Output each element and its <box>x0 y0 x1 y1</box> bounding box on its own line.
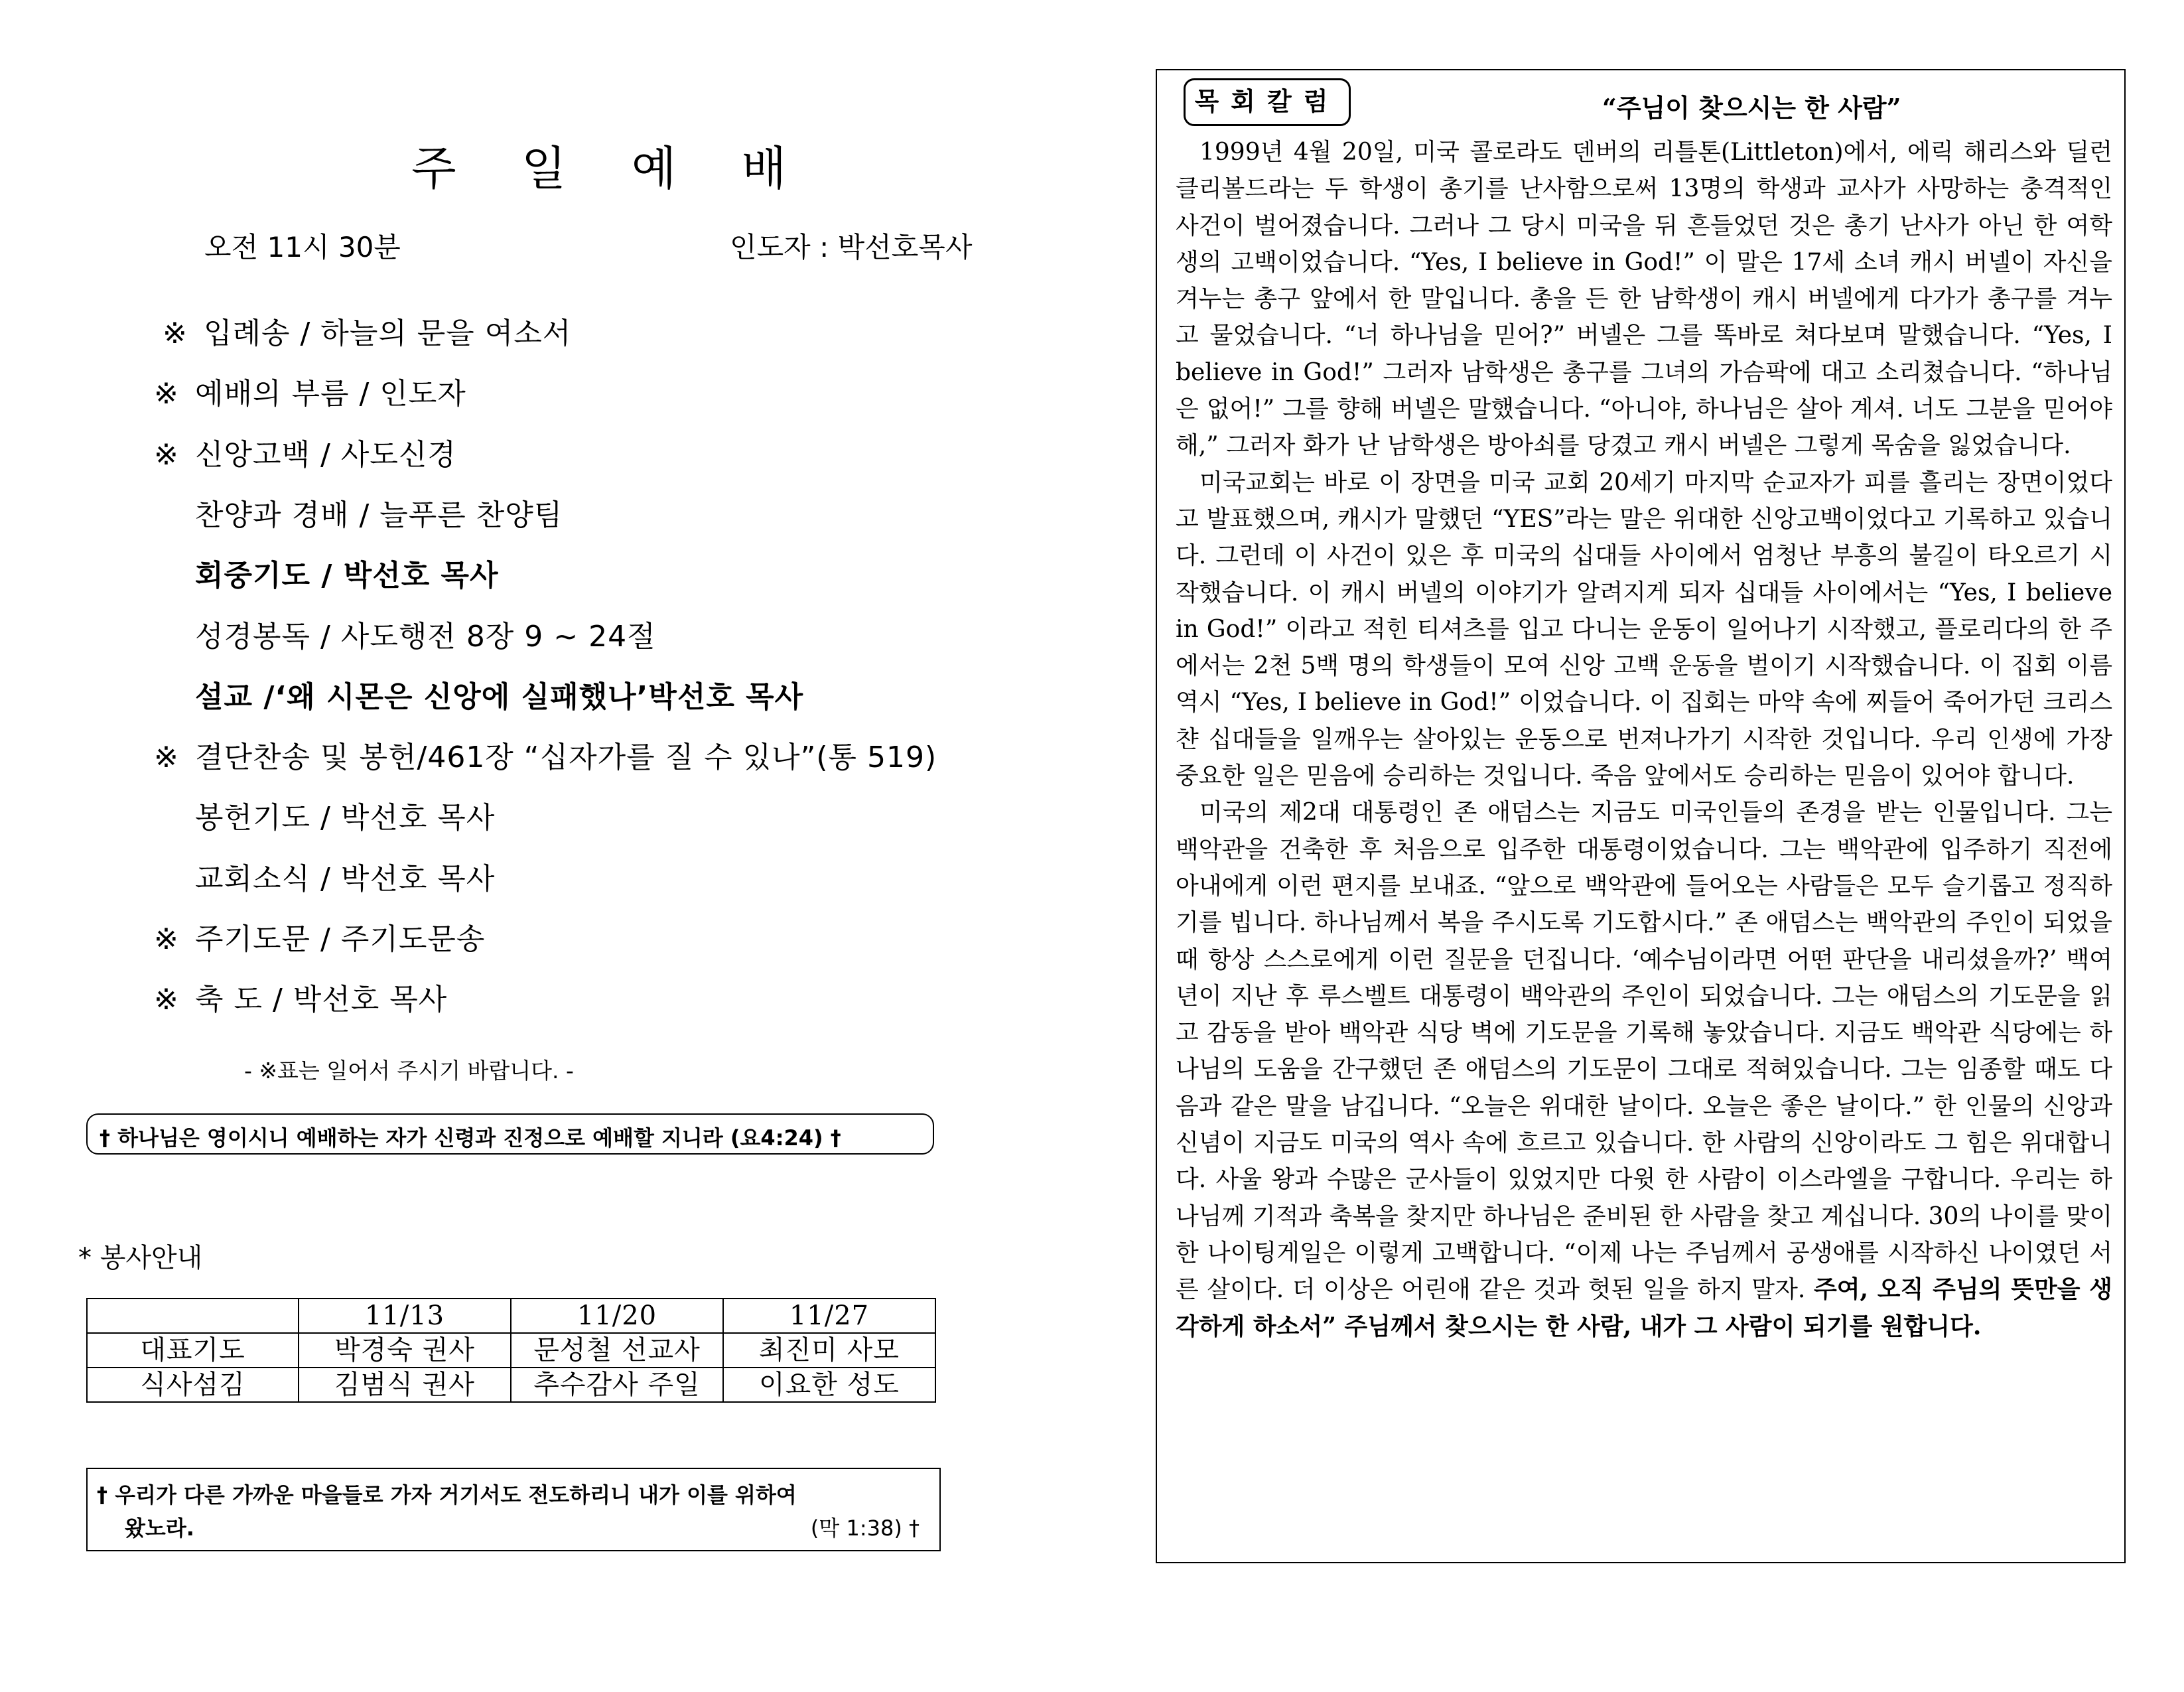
worship-order-item <box>154 975 447 1018</box>
stand-note: - ※표는 일어서 주시기 바랍니다. - <box>244 1058 574 1084</box>
service-heading: * 봉사안내 <box>78 1243 203 1273</box>
worship-order-item <box>163 309 571 352</box>
column-paragraph: 미국교회는 바로 이 장면을 미국 교회 20세기 마지막 순교자가 피를 흘리는 장면이었다고 발표했으며, 캐시가 말했던 “YES”라는 말은 위대한 신앙고백이었다고 기록하고 있습니다. 그런데 이 사건이 있은 후 미국의 십대들 사이에서 엄청난 부흥의 불길이 타오르기 시작했습니다. 이 캐시 버넬의 이야기가 알려지게 되자 십대들 사이에서는 “Yes, I believe in God!” 이라고 적힌 티셔츠를 입고 다니는 운동이 일어나기 시작했고, 플로리다의 한 주에서는 2천 5백 명의 학생들이 모여 신앙 고백 운동을 벌이기 시작했습니다. 이 집회 이름 역시 “Yes, I believe in God!” 이었습니다. 이 집회는 마약 속에 찌들어 죽어가던 크리스챤 십대들을 일깨우는 살아있는 운동으로 번져나가기 시작한 것입니다. 우리 인생에 가장 중요한 일은 믿음에 승리하는 것입니다. 죽음 앞에서도 승리하는 믿음이 있어야 합니다. <box>1176 468 2112 790</box>
worship-order-item <box>154 855 495 897</box>
scripture-line-2: 왔노라. <box>125 1516 194 1541</box>
column-paragraph: 1999년 4월 20일, 미국 콜로라도 덴버의 리틀톤(Littleton)에서, 에릭 해리스와 딜런 클리볼드라는 두 학생이 총기를 난사함으로써 13명의 학생과 교사가 사망하는 충격적인 사건이 벌어졌습니다. 그러나 그 당시 미국을 뒤 흔들었던 것은 총기 난사가 아닌 한 여학생의 고백이었습니다. “Yes, I believe in God!” 이 말은 17세 소녀 캐시 버넬이 자신을 겨누는 총구 앞에서 한 말입니다. 총을 든 한 남학생이 캐시 버넬에게 다가가 총구를 겨누고 물었습니다. “너 하나님을 믿어?” 버넬은 그를 똑바로 쳐다보며 말했습니다. “Yes, I believe in God!” 그러자 남학생은 총구를 그녀의 가슴팍에 대고 소리쳤습니다. “하나님은 없어!” 그를 향해 버넬은 말했습니다. “아니야, 하나님은 살아 계셔. 너도 그분을 믿어야 해,” 그러자 화가 난 남학생은 방아쇠를 당겼고 캐시 버넬은 그렇게 목숨을 잃었습니다. <box>1176 139 2112 460</box>
worship-order-text: 예배의 부름 / 인도자 <box>195 377 466 411</box>
scripture-box-bottom <box>86 1468 941 1551</box>
table-header-row <box>87 1299 935 1333</box>
worship-order-item <box>154 733 937 776</box>
worship-order-text: 신앙고백 / 사도신경 <box>195 437 456 472</box>
column-closing: 주여, 오직 주님의 뜻만을 생각하게 하소서” 주님께서 찾으시는 한 사람, 내가 그 사람이 되기를 원합니다. <box>1176 1275 2113 1340</box>
worship-order-text: 찬양과 경배 / 늘푸른 찬양팀 <box>195 498 563 532</box>
column-paragraph <box>1176 794 2112 1344</box>
table-role-cell: 식사섬김 <box>87 1368 299 1402</box>
column-body <box>1176 134 2112 1345</box>
table-cell: 박경숙 권사 <box>299 1333 511 1368</box>
scripture-box-top <box>86 1113 934 1155</box>
worship-order-item <box>154 491 563 533</box>
worship-order-item <box>154 551 499 594</box>
worship-order-item <box>154 431 456 473</box>
standing-mark: ※ <box>154 922 179 956</box>
table-corner-cell <box>87 1299 299 1333</box>
table-role-cell: 대표기도 <box>87 1333 299 1368</box>
standing-mark: ※ <box>154 377 179 411</box>
table-cell: 문성철 선교사 <box>511 1333 723 1368</box>
worship-order-text: 교회소식 / 박선호 목사 <box>195 861 496 896</box>
standing-mark: ※ <box>163 317 188 350</box>
worship-order-text: 회중기도 / 박선호 목사 <box>195 559 499 593</box>
table-date-cell: 11/13 <box>299 1299 511 1333</box>
worship-order-text: 봉헌기도 / 박선호 목사 <box>195 801 496 835</box>
worship-order-item <box>154 673 803 715</box>
worship-order-text: 주기도문 / 주기도문송 <box>195 922 486 956</box>
worship-order-item <box>154 612 656 655</box>
page-title: 주 일 예 배 <box>411 141 812 196</box>
worship-order-text: 성경봉독 / 사도행전 8장 9 ~ 24절 <box>195 619 656 654</box>
scripture-line-1: † 우리가 다른 가까운 마을들로 가자 거기서도 전도하리니 내가 이를 위하여 <box>97 1482 797 1508</box>
table-cell: 이요한 성도 <box>723 1368 935 1402</box>
standing-mark: ※ <box>154 740 179 775</box>
table-cell: 김범식 권사 <box>299 1368 511 1402</box>
worship-order-text: 설교 /‘왜 시몬은 신앙에 실패했나’박선호 목사 <box>195 679 804 714</box>
worship-order-page <box>0 0 1075 1692</box>
worship-order-item <box>154 370 466 412</box>
column-label-badge: 목회칼럼 <box>1184 78 1351 126</box>
worship-order-text: 입례송 / 하늘의 문을 여소서 <box>204 317 572 350</box>
standing-mark: ※ <box>154 437 179 472</box>
worship-order-text: 결단찬송 및 봉헌/461장 “십자가를 질 수 있나”(통 519) <box>195 740 937 775</box>
table-row <box>87 1333 935 1368</box>
scripture-reference: (막 1:38) † <box>810 1516 920 1541</box>
table-row <box>87 1368 935 1402</box>
worship-order-item <box>154 915 485 957</box>
worship-leader: 인도자 : 박선호목사 <box>730 231 973 263</box>
table-cell: 최진미 사모 <box>723 1333 935 1368</box>
service-table <box>86 1298 936 1403</box>
column-paragraph-text: 미국의 제2대 대통령인 존 애덤스는 지금도 미국인들의 존경을 받는 인물입니다. 그는 백악관을 건축한 후 처음으로 입주한 대통령이었습니다. 그는 백악관에 입주하기 직전에 아내에게 이런 편지를 보내죠. “앞으로 백악관에 들어오는 사람들은 모두 슬기롭고 정직하기를 빕니다. 하나님께서 복을 주시도록 기도합시다.” 존 애덤스는 백악관의 주인이 되었을 때 항상 스스로에게 이런 질문을 던집니다. ‘예수님이라면 어떤 판단을 내리셨을까?’ 백여 년이 지난 후 루스벨트 대통령이 백악관의 주인이 되었습니다. 그는 애덤스의 기도문을 읽고 감동을 받아 백악관 식당 벽에 기도문을 기록해 놓았습니다. 지금도 백악관 식당에는 하나님의 도움을 간구했던 존 애덤스의 기도문이 그대로 적혀있습니다. 그는 임종할 때도 다음과 같은 말을 남깁니다. “오늘은 위대한 날이다. 오늘은 좋은 날이다.” 한 인물의 신앙과 신념이 지금도 미국의 역사 속에 흐르고 있습니다. 한 사람의 신앙이라도 그 힘은 위대합니다. 사울 왕과 수많은 군사들이 있었지만 다윗 한 사람이 이스라엘을 구합니다. 우리는 하나님께 기적과 축복을 찾지만 하나님은 준비된 한 사람을 찾고 계십니다. 30의 나이를 맞이한 나이팅게일은 이렇게 고백합니다. “이제 나는 주님께서 공생애를 시작하신 나이였던 서른 살이다. 더 이상은 어린애 같은 것과 헛된 일을 하지 말자. <box>1176 799 2112 1304</box>
table-date-cell: 11/27 <box>723 1299 935 1333</box>
scripture-text: † 하나님은 영이시니 예배하는 자가 신령과 진정으로 예배할 지니라 (요4:24) † <box>100 1125 841 1151</box>
table-date-cell: 11/20 <box>511 1299 723 1333</box>
standing-mark: ※ <box>154 983 179 1017</box>
worship-order-item <box>154 794 495 836</box>
worship-time: 오전 11시 30분 <box>204 231 401 263</box>
column-title: “주님이 찾으시는 한 사람” <box>1602 93 1901 123</box>
table-cell: 추수감사 주일 <box>511 1368 723 1402</box>
worship-order-text: 축 도 / 박선호 목사 <box>195 983 448 1017</box>
